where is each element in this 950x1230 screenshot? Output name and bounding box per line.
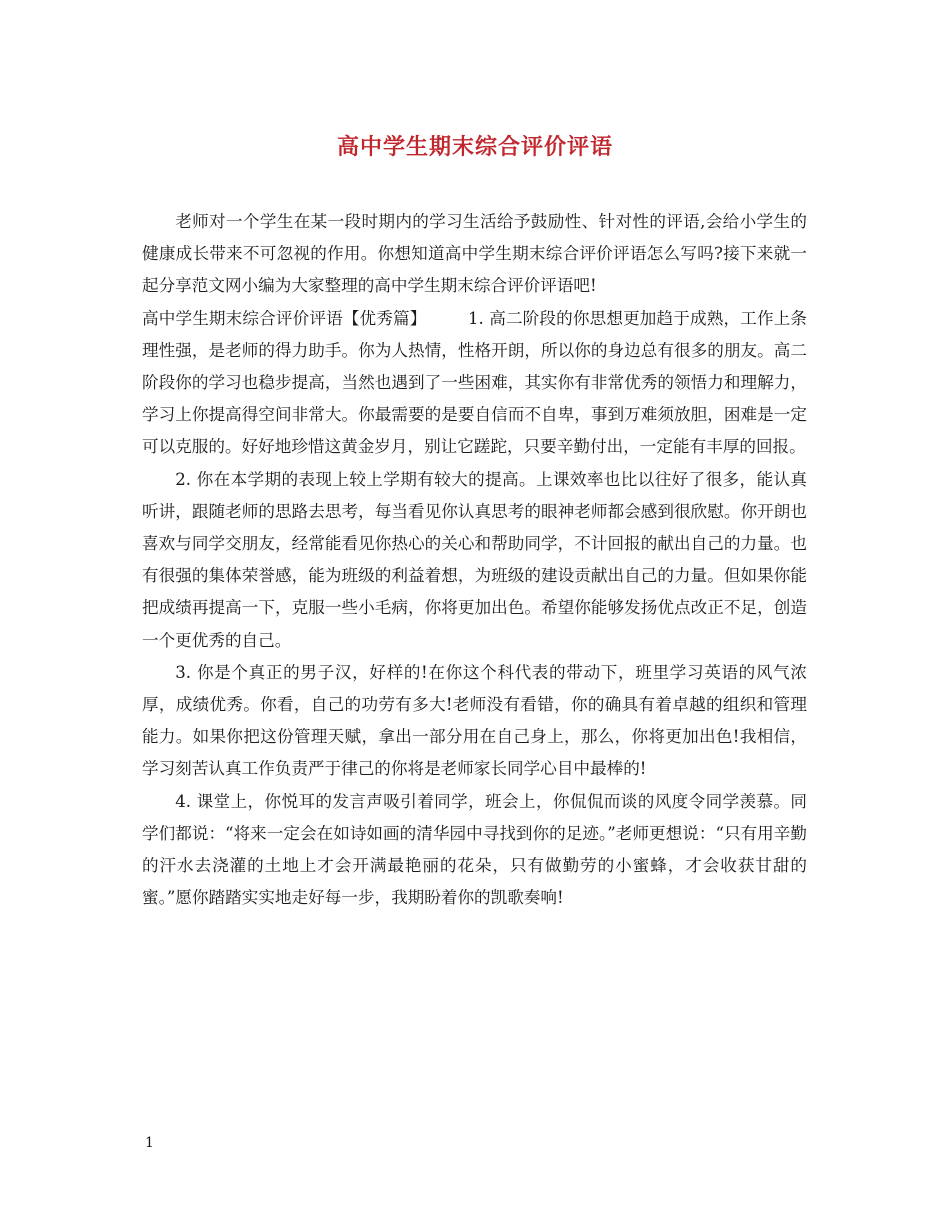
intro-paragraph: [142, 206, 807, 464]
item-paragraph-2: 2. 你在本学期的表现上较上学期有较大的提高。上课效率也比以往好了很多，能认真听讲，跟随老师的思路去思考，每当看见你认真思考的眼神老师都会感到很欣慰。你开朗也喜欢与同学交朋友，经常能看见你热心的关心和帮助同学，不计回报的献出自己的力量。也有很强的集体荣誉感，能为班级的利益着想，为班级的建设贡献出自己的力量。但如果你能把成绩再提高一下，克服一些小毛病，你将更加出色。希望你能够发扬优点改正不足，创造一个更优秀的自己。: [142, 469, 807, 650]
document-body: [142, 206, 807, 914]
item-paragraph-3: 3. 你是个真正的男子汉，好样的!在你这个科代表的带动下，班里学习英语的风气浓厚，成绩优秀。你看，自己的功劳有多大!老师没有看错，你的确具有着卓越的组织和管理能力。如果你把这份管理天赋，拿出一部分用在自己身上，那么，你将更加出色!我相信，学习刻苦认真工作负责严于律己的你将是老师家长同学心目中最棒的!: [142, 662, 807, 779]
intro-text: 老师对一个学生在某一段时期内的学习生活给予鼓励性、针对性的评语,会给小学生的健康成长带来不可忽视的作用。你想知道高中学生期末综合评价评语怎么写吗?接下来就一起分享范文网小编为大家整理的高中学生期末综合评价评语吧!: [142, 212, 807, 296]
document-title: 高中学生期末综合评价评语: [336, 135, 613, 160]
section-heading: 高中学生期末综合评价评语【优秀篇】: [142, 308, 427, 328]
item-paragraph-1: 1. 高二阶段的你思想更加趋于成熟，工作上条理性强，是老师的得力助手。你为人热情，性格开朗，所以你的身边总有很多的朋友。高二阶段你的学习也稳步提高，当然也遇到了一些困难，其实你有非常优秀的领悟力和理解力，学习上你提高得空间非常大。你最需要的是要自信而不自卑，事到万难须放胆，困难是一定可以克服的。好好地珍惜这黄金岁月，别让它蹉跎，只要辛勤付出，一定能有丰厚的回报。: [142, 308, 808, 457]
page-number: 1: [145, 1135, 154, 1151]
item-paragraph-4: 4. 课堂上，你悦耳的发言声吸引着同学，班会上，你侃侃而谈的风度令同学羡慕。同学们都说：“将来一定会在如诗如画的清华园中寻找到你的足迹。”老师更想说：“只有用辛勤的汗水去浇灌的土地上才会开满最艳丽的花朵，只有做勤劳的小蜜蜂，才会收获甘甜的蜜。”愿你踏踏实实地走好每一步，我期盼着你的凯歌奏响!: [142, 791, 807, 908]
